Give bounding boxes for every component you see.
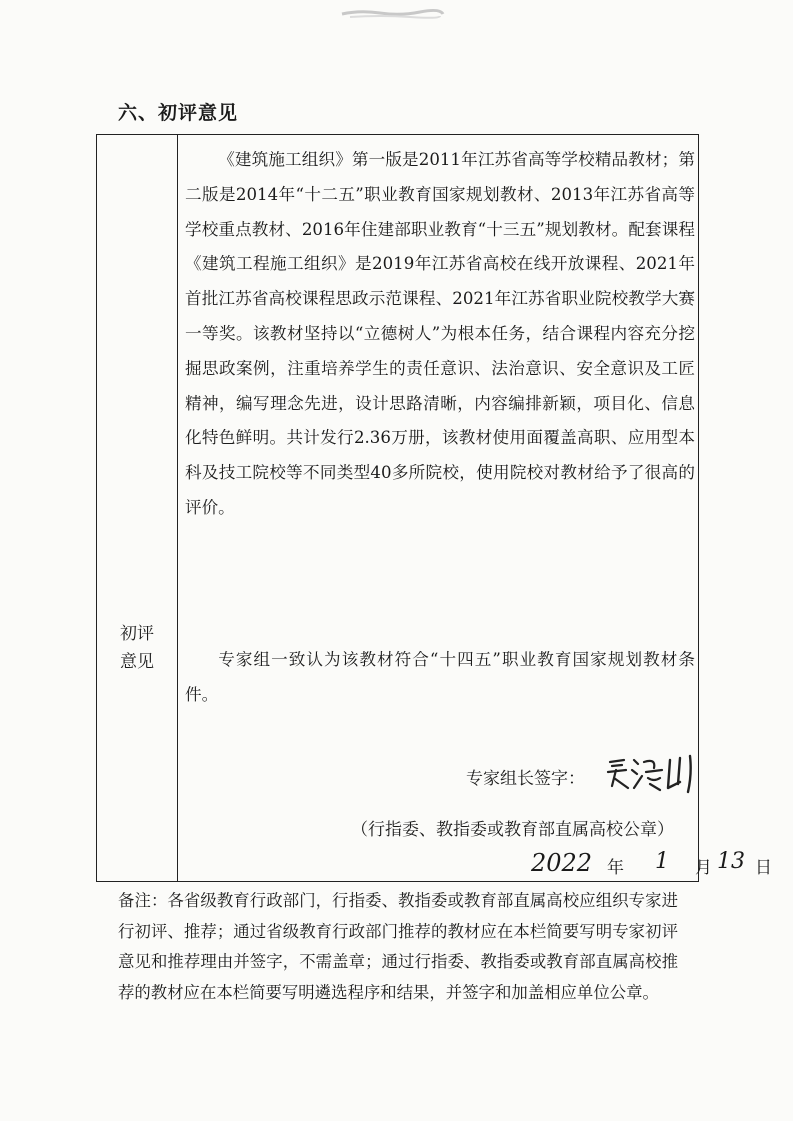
handwritten-signature [604,752,704,794]
date-day: 13 [717,849,745,874]
remark-note: 备注：各省级教育行政部门，行指委、教指委或教育部直属高校应组织专家进行初评、推荐；通过省级教育行政部门推荐的教材应在本栏简要写明专家初评意见和推荐理由并签字，不需盖章；通过行指委、教指委或教育部直属高校推荐的教材应在本栏简要写明遴选程序和结果，并签字和加盖相应单位公章。 [118,891,678,1002]
date-month-unit: 月 [695,858,712,878]
signature-label: 专家组长签字： [466,769,585,789]
date-row [531,849,781,883]
section-heading: 六、初评意见 [118,102,239,124]
opinion-label: 初评 意见 [120,624,154,672]
date-year: 2022 [531,849,593,877]
scan-artifact-mark [340,6,445,20]
date-year-unit: 年 [607,858,624,878]
opinion-content-cell [179,135,772,881]
opinion-table [96,134,772,882]
opinion-paragraph-2: 专家组一致认为该教材符合“十四五”职业教育国家规划教材条件。 [185,650,695,704]
date-month: 1 [655,849,669,874]
date-day-unit: 日 [755,858,772,878]
label-cell [97,135,178,881]
opinion-paragraph-1: 《建筑施工组织》第一版是2011年江苏省高等学校精品教材；第二版是2014年“十二五”职业教育国家规划教材、2013年江苏省高等学校重点教材、2016年住建部职业教育“十三五”规划教材。配套课程《建筑工程施工组织》是2019年江苏省高校在线开放课程、2021年首批江苏省高校课程思政示范课程、2021年江苏省职业院校教学大赛一等奖。该教材坚持以“立德树人”为根本任务，结合课程内容充分挖掘思政案例，注重培养学生的责任意识、法治意识、安全意识及工匠精神，编写理念先进，设计思路清晰，内容编排新颖，项目化、信息化特色鲜明。共计发行2.36万册，该教材使用面覆盖高职、应用型本科及技工院校等不同类型40多所院校，使用院校对教材给予了很高的评价。 [185,150,695,517]
official-seal-note: （行指委、教指委或教育部直属高校公章） [351,820,674,840]
